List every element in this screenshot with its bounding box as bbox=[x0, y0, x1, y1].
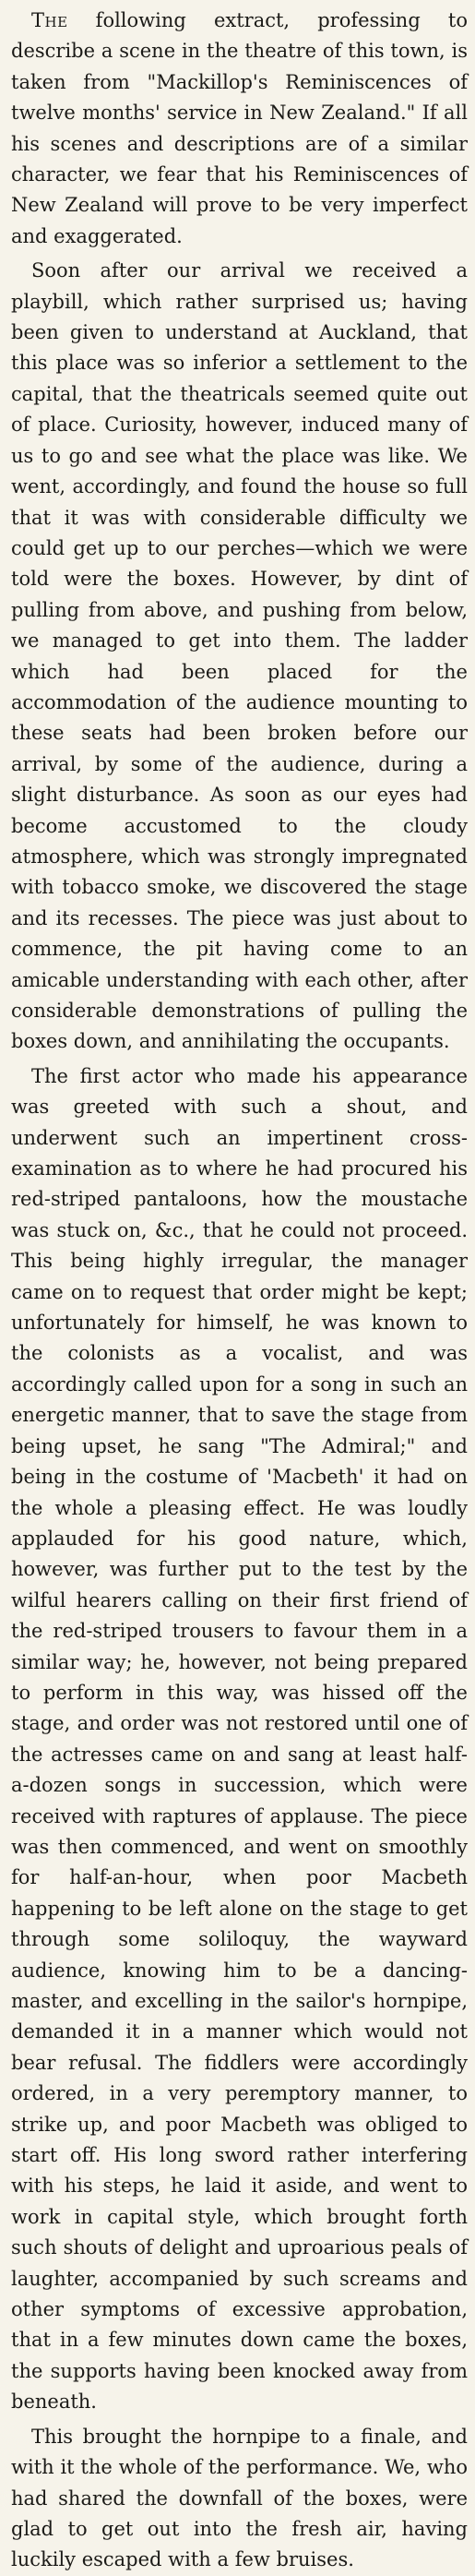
intro-paragraph bbox=[11, 6, 468, 252]
body-paragraph-3: This brought the hornpipe to a finale, and with it the whole of the performance. We, who had shared the downfall of the boxes, were glad to get out into the fresh air, having luckily escaped with a few bruises. bbox=[11, 2425, 468, 2571]
body-paragraph-1: Soon after our arrival we received a playbill, which rather surprised us; having been given to understand at Auckland, that this place was so inferior a settlement to the capital, that the theatricals seemed quite out of place. Curiosity, however, induced many of us to go and see what the place was like. We went, accordingly, and found the house so full that it was with considerable difficulty we could get up to our perches—which we were told were the boxes. However, by dint of pulling from above, and pushing from below, we managed to get into them. The ladder which had been placed for the accommodation of the audience mounting to these seats had been broken before our arrival, by some of the audience, during a slight disturbance. As soon as our eyes had become accustomed to the cloudy atmosphere, which was strongly impregnated with tobacco smoke, we discovered the stage and its recesses. The piece was just about to commence, the pit having come to an amicable understanding with each other, after considerable demonstrations of pulling the boxes down, and annihilating the occupants. bbox=[11, 259, 468, 1053]
intro-lead-word: The bbox=[31, 9, 68, 31]
body-paragraph-2: The first actor who made his appearance was greeted with such a shout, and underwent such an impertinent cross-examination as to where he had procured his red-striped pantaloons, how the moustache was stuck on, &c., that he could not proceed. This being highly irregular, the manager came on to request that order might be kept; unfortunately for himself, he was known to the colonists as a vocalist, and was accordingly called upon for a song in such an energetic manner, that to save the stage from being upset, he sang "The Admiral;" and being in the costume of 'Macbeth' it had on the whole a pleasing effect. He was loudly applauded for his good nature, which, however, was further put to the test by the wilful hearers calling on their first friend of the red-striped trousers to favour them in a similar way; he, however, not being prepared to perform in this way, was hissed off the stage, and order was not restored until one of the actresses came on and sang at least half-a-dozen songs in succession, which were received with raptures of applause. The piece was then commenced, and went on smoothly for half-an-hour, when poor Macbeth happening to be left alone on the stage to get through some soliloquy, the wayward audience, knowing him to be a dancing-master, and excelling in the sailor's hornpipe, demanded it in a manner which would not bear refusal. The fiddlers were accordingly ordered, in a very peremptory manner, to strike up, and poor Macbeth was obliged to start off. His long sword rather interfering with his steps, he laid it aside, and went to work in capital style, which brought forth such shouts of delight and uproarious peals of laughter, accompanied by such screams and other symptoms of excessive approbation, that in a few minutes down came the boxes, the supports having been knocked away from beneath. bbox=[11, 1064, 468, 2414]
intro-text: following extract, professing to describe a scene in the theatre of this town, is taken from "Mackillop's Reminiscences of twelve months' service in New Zealand." If all his scenes and descriptions are of a similar character, we fear that his Reminiscences of New Zealand will prove to be very imperfect and exaggerated. bbox=[11, 9, 468, 247]
